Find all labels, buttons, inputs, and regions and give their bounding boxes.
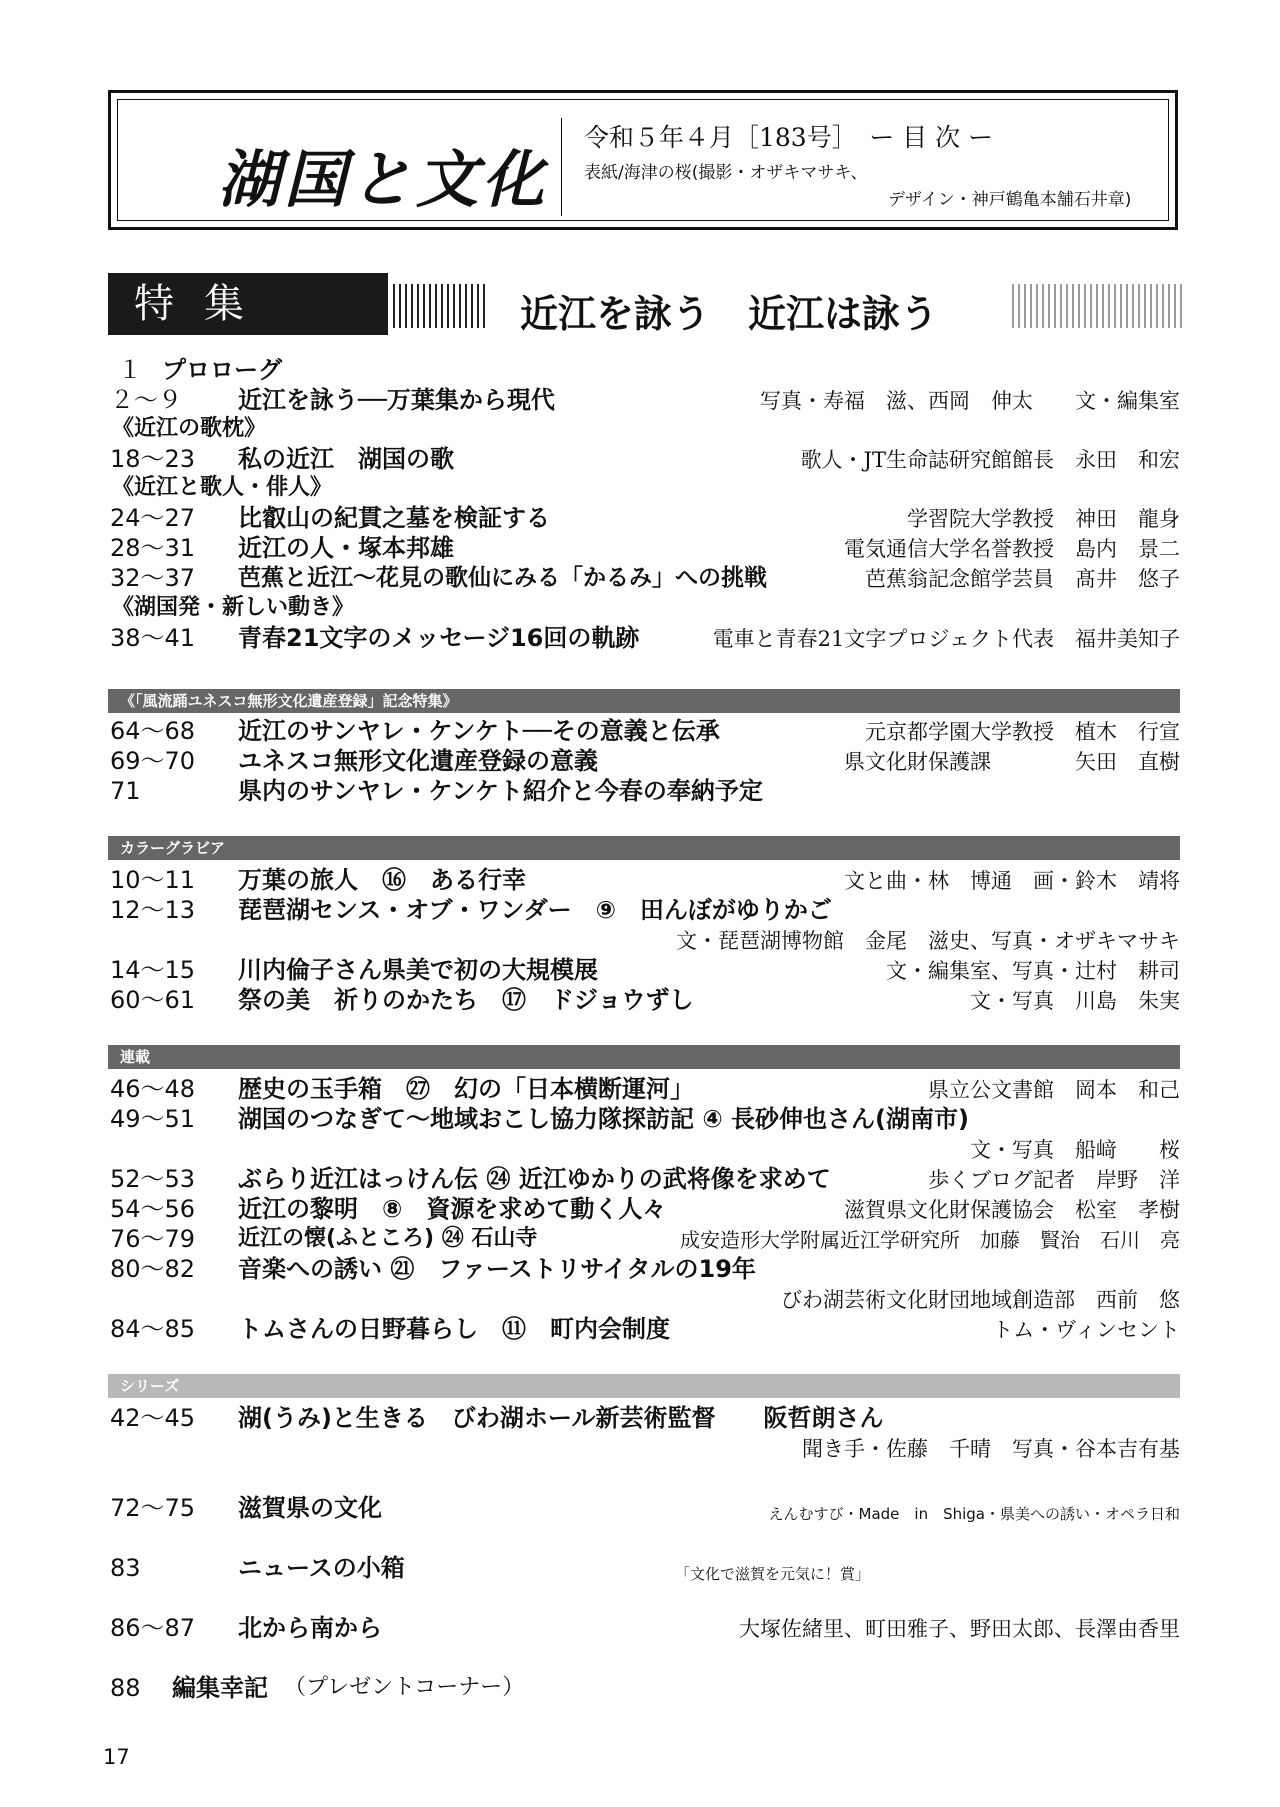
toc-row[interactable] [110, 503, 1180, 533]
toc-row[interactable] [110, 746, 1180, 776]
masthead-divider [561, 118, 562, 216]
toc-row[interactable] [110, 1553, 1180, 1583]
toc-group-heading [110, 414, 1180, 444]
toc-page: ２～９ [110, 386, 182, 414]
feature-title: 近江を詠う 近江は詠う [520, 291, 939, 336]
toc-page: 84～85 [110, 1315, 196, 1343]
toc-title: 近江の黎明 ⑧ 資源を求めて動く人々 [238, 1195, 667, 1223]
toc-title: 編集幸記 [172, 1674, 268, 1702]
toc-page: 38～41 [110, 624, 196, 652]
magazine-logo: 湖国と文化 [218, 143, 549, 216]
toc-row[interactable] [110, 1673, 1180, 1703]
toc-page: 83 [110, 1554, 141, 1582]
toc-author: 電気通信大学名誉教授 島内 景二 [844, 537, 1180, 561]
toc-author-continuation [110, 925, 1180, 955]
toc-row[interactable] [110, 1613, 1180, 1643]
toc-row[interactable] [110, 1194, 1180, 1224]
toc-author: 文・写真 船﨑 桜 [970, 1138, 1180, 1162]
toc-page: 71 [110, 777, 141, 805]
issue-line: 令和５年４月［183号］ ー 目 次 ー [584, 123, 994, 152]
section-label: 《「風流踊ユネスコ無形文化遺産登録」記念特集》 [120, 692, 458, 710]
toc-title: 県内のサンヤレ・ケンケト紹介と今春の奉納予定 [238, 777, 763, 805]
section-label: シリーズ [120, 1377, 180, 1395]
toc-author: びわ湖芸術文化財団地域創造部 西前 悠 [781, 1288, 1180, 1312]
toc-author: 電車と青春21文字プロジェクト代表 福井美知子 [712, 627, 1180, 651]
toc-row[interactable] [110, 623, 1180, 653]
toc-title: トムさんの日野暮らし ⑪ 町内会制度 [238, 1315, 670, 1343]
toc-author: 芭蕉翁記念館学芸員 髙井 悠子 [865, 567, 1180, 591]
toc-author: 写真・寿福 滋、西岡 伸太 文・編集室 [760, 389, 1180, 413]
section-bar-unesco [108, 689, 1180, 713]
toc-author: 文・写真 川島 朱実 [970, 989, 1180, 1013]
toc-page: 52～53 [110, 1165, 196, 1193]
toc-group-heading [110, 593, 1180, 623]
toc-row[interactable] [110, 1493, 1180, 1523]
section-bar-gravure [108, 836, 1180, 860]
toc-page: 64～68 [110, 717, 196, 745]
cover-credit-line-1: 表紙/海津の桜(撮影・オザキマサキ、 [584, 163, 868, 183]
toc-title: プロローグ [162, 356, 282, 384]
toc-author: トム・ヴィンセント [992, 1318, 1180, 1342]
toc-author: 文・琵琶湖博物館 金尾 滋史、写真・オザキマサキ [676, 929, 1180, 953]
toc-page: 24～27 [110, 504, 196, 532]
toc-title: 琵琶湖センス・オブ・ワンダー ⑨ 田んぼがゆりかご [238, 896, 832, 924]
toc-page: 80～82 [110, 1255, 196, 1283]
toc-title: 滋賀県の文化 [238, 1494, 382, 1522]
group-heading-text: 《近江と歌人・俳人》 [112, 475, 333, 500]
toc-page: 60～61 [110, 986, 196, 1014]
toc-author: えんむすび・Made in Shiga・県美への誘い・オペラ日和 [768, 1505, 1180, 1523]
group-heading-text: 《湖国発・新しい動き》 [112, 595, 355, 620]
toc-page: 14～15 [110, 956, 196, 984]
toc-author-continuation [110, 1134, 1180, 1164]
toc-title: 北から南から [238, 1614, 382, 1642]
toc-author-continuation [110, 1433, 1180, 1463]
toc-group-heading [110, 473, 1180, 503]
masthead [108, 90, 1178, 230]
toc-page: 72～75 [110, 1494, 196, 1522]
decorative-hatch-right [1012, 284, 1182, 328]
toc-author: 聞き手・佐藤 千晴 写真・谷本吉有基 [802, 1437, 1180, 1461]
toc-page: 42～45 [110, 1404, 196, 1432]
section-label: カラーグラビア [120, 839, 226, 857]
toc-row[interactable] [110, 1403, 1180, 1433]
toc-row[interactable] [110, 1104, 1180, 1134]
toc-page: 76～79 [110, 1225, 196, 1253]
toc-row[interactable] [110, 716, 1180, 746]
toc-page: 10～11 [110, 866, 196, 894]
toc-row[interactable] [110, 955, 1180, 985]
toc-page: 28～31 [110, 534, 196, 562]
toc-row[interactable] [110, 1164, 1180, 1194]
toc-title: 青春21文字のメッセージ16回の軌跡 [238, 624, 640, 652]
toc-author: 歩くブログ記者 岸野 洋 [928, 1168, 1180, 1192]
toc-row[interactable] [110, 1074, 1180, 1104]
toc-row[interactable] [110, 985, 1180, 1015]
toc-author: 文・編集室、写真・辻村 耕司 [886, 959, 1180, 983]
toc-title: 比叡山の紀貫之墓を検証する [238, 504, 550, 532]
toc-page: 54～56 [110, 1195, 196, 1223]
toc-row[interactable] [110, 1224, 1180, 1254]
toc-title: 祭の美 祈りのかたち ⑰ ドジョウずし [238, 986, 694, 1014]
toc-author: 「文化で滋賀を元気に！賞」 [674, 1565, 870, 1583]
toc-author: 学習院大学教授 神田 龍身 [907, 507, 1180, 531]
toc-page: 69～70 [110, 747, 196, 775]
section-bar-series [108, 1374, 1180, 1398]
toc-title: 湖国のつなぎて～地域おこし協力隊探訪記 ④ 長砂伸也さん(湖南市) [238, 1105, 969, 1133]
toc-title: 近江のサンヤレ・ケンケト──その意義と伝承 [238, 717, 720, 745]
toc-title: ユネスコ無形文化遺産登録の意義 [238, 747, 598, 775]
toc-title: 歴史の玉手箱 ㉗ 幻の「日本横断運河」 [238, 1075, 694, 1103]
toc-author: 県立公文書館 岡本 和己 [928, 1078, 1180, 1102]
toc-title: 近江を詠う──万葉集から現代 [238, 386, 555, 414]
toc-title: 芭蕉と近江～花見の歌仙にみる「かるみ」への挑戦 [238, 565, 767, 591]
toc-author: 県文化財保護課 矢田 直樹 [844, 750, 1180, 774]
toc-page: 32～37 [110, 564, 196, 592]
toc-author: 文と曲・林 博通 画・鈴木 靖将 [844, 869, 1180, 893]
toc-title: ニュースの小箱 [238, 1554, 405, 1582]
page-number: 17 [103, 1745, 130, 1769]
toc-page: １ [118, 356, 142, 384]
toc-row[interactable] [110, 1254, 1180, 1284]
toc-author: 成安造形大学附属近江学研究所 加藤 賢治 石川 亮 [680, 1228, 1180, 1252]
toc-row[interactable] [110, 865, 1180, 895]
toc-page: 46～48 [110, 1075, 196, 1103]
toc-title: 音楽への誘い ㉑ ファーストリサイタルの19年 [238, 1255, 756, 1283]
toc-title: 万葉の旅人 ⑯ ある行幸 [238, 866, 526, 894]
section-bar-serial [108, 1045, 1180, 1069]
toc-row[interactable] [110, 533, 1180, 563]
toc-note: （プレゼントコーナー） [284, 1675, 525, 1700]
toc-page: 49～51 [110, 1105, 196, 1133]
toc-title: 近江の人・塚本邦雄 [238, 534, 454, 562]
toc-author-continuation [110, 1284, 1180, 1314]
toc-author: 元京都学園大学教授 植木 行宣 [865, 720, 1180, 744]
toc-title: 近江の懐(ふところ) ㉔ 石山寺 [238, 1226, 538, 1251]
cover-credit-line-2: デザイン・神戸鶴亀本舗石井章) [888, 190, 1132, 210]
toc-row[interactable] [110, 444, 1180, 474]
toc-title: 川内倫子さん県美で初の大規模展 [238, 956, 598, 984]
toc-row[interactable] [110, 563, 1180, 593]
toc-author: 滋賀県文化財保護協会 松室 孝樹 [844, 1198, 1180, 1222]
toc-page: 12～13 [110, 896, 196, 924]
toc-page: 88 [110, 1674, 141, 1702]
toc-author: 歌人・JT生命誌研究館館長 永田 和宏 [800, 448, 1180, 472]
decorative-hatch-left [393, 284, 485, 328]
toc-page: 18～23 [110, 445, 196, 473]
toc-row[interactable] [110, 895, 1180, 925]
masthead-inner-frame [117, 99, 1169, 221]
toc-title: 私の近江 湖国の歌 [238, 445, 454, 473]
toc-page: 86～87 [110, 1614, 196, 1642]
toc-row[interactable] [110, 776, 1180, 806]
section-label: 連載 [120, 1048, 151, 1066]
toc-row[interactable] [110, 355, 1180, 385]
toc-row[interactable] [110, 1314, 1180, 1344]
toc-title: 湖(うみ)と生きる びわ湖ホール新芸術監督 阪哲朗さん [238, 1404, 884, 1432]
group-heading-text: 《近江の歌枕》 [112, 416, 267, 441]
toc-row[interactable] [110, 385, 1180, 415]
toc-title: ぶらり近江はっけん伝 ㉔ 近江ゆかりの武将像を求めて [238, 1165, 831, 1193]
toc-author: 大塚佐緒里、町田雅子、野田太郎、長澤由香里 [739, 1617, 1180, 1641]
feature-label: 特集 [108, 273, 388, 335]
